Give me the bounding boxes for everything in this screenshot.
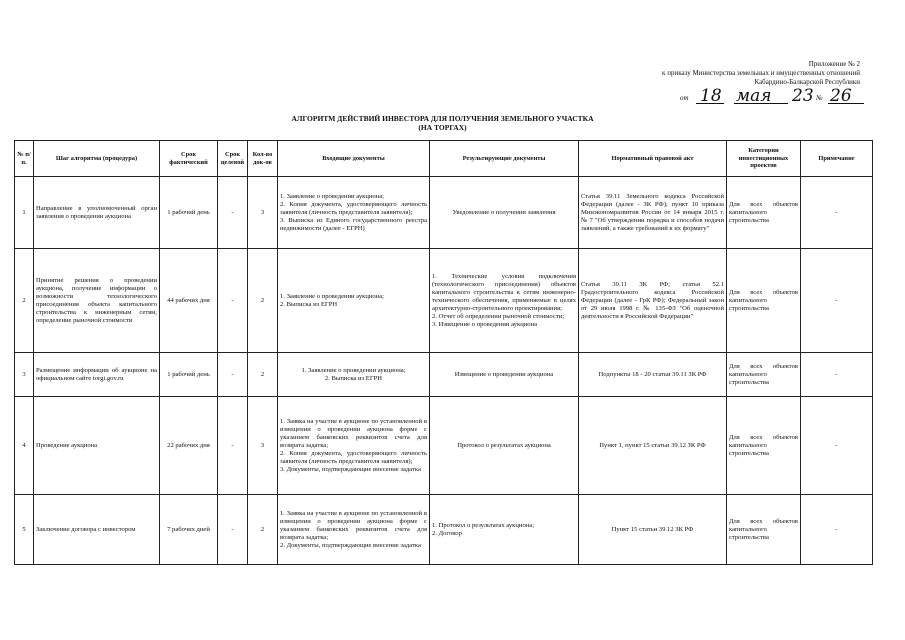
col-header-legal-act: Нормативный правовой акт bbox=[579, 141, 727, 177]
col-header-num: № п/п. bbox=[15, 141, 34, 177]
col-header-input-docs: Входящие документы bbox=[278, 141, 430, 177]
cell-legal-act: Пункт 1, пункт 15 статьи 39.12 ЗК РФ bbox=[579, 397, 727, 495]
input-doc-item: 3. Документы, подтверждающие внесение задатка bbox=[280, 465, 421, 473]
cell-term-target: - bbox=[218, 249, 248, 353]
input-doc-item: 1. Заявление о проведении аукциона; bbox=[280, 192, 384, 200]
input-doc-item: 2. Копия документа, удостоверяющего личность заявителя (личность представителя заявителя); bbox=[280, 449, 427, 465]
cell-doc-count: 2 bbox=[248, 249, 278, 353]
col-header-doc-count: Кол-во док-ов bbox=[248, 141, 278, 177]
underline bbox=[828, 103, 864, 104]
cell-legal-act: Подпункты 18 - 20 статьи 39.11 ЗК РФ bbox=[579, 353, 727, 397]
title-line-1: АЛГОРИТМ ДЕЙСТВИЙ ИНВЕСТОРА ДЛЯ ПОЛУЧЕНИЯ ЗЕМЕЛЬНОГО УЧАСТКА bbox=[291, 114, 594, 123]
cell-category: Для всех объектов капитального строительства bbox=[727, 397, 801, 495]
cell-result-docs bbox=[430, 495, 579, 565]
cell-step: Размещение информации об аукционе на официальном сайте torgi.gov.ru bbox=[34, 353, 160, 397]
cell-num: 3 bbox=[15, 353, 34, 397]
cell-input-docs bbox=[278, 353, 430, 397]
result-doc-item: Протокол о результатах аукциона bbox=[457, 441, 551, 449]
document-title bbox=[0, 114, 905, 132]
algorithm-table bbox=[14, 140, 873, 565]
cell-doc-count: 3 bbox=[248, 397, 278, 495]
cell-note: - bbox=[801, 177, 873, 249]
table-row bbox=[15, 397, 873, 495]
cell-result-docs bbox=[430, 177, 579, 249]
cell-term-fact: 1 рабочий день bbox=[160, 353, 218, 397]
cell-term-target: - bbox=[218, 495, 248, 565]
cell-category: Для всех объектов капитального строительства bbox=[727, 249, 801, 353]
cell-result-docs bbox=[430, 249, 579, 353]
input-doc-item: 1. Заявка на участие в аукционе по установленной в извещении о проведении аукциона форме с указанием банковских реквизитов счета для возврата задатка; bbox=[280, 509, 427, 541]
cell-note: - bbox=[801, 495, 873, 565]
col-header-category: Категории инвестиционных проектов bbox=[727, 141, 801, 177]
table-row bbox=[15, 495, 873, 565]
result-doc-item: Извещение о проведении аукциона bbox=[454, 370, 554, 378]
underline bbox=[696, 103, 724, 104]
cell-result-docs bbox=[430, 353, 579, 397]
cell-doc-count: 2 bbox=[248, 495, 278, 565]
cell-input-docs bbox=[278, 495, 430, 565]
cell-legal-act: Статья 39.11 ЗК РФ; статья 52.1 Градостроительного кодекса Российской Федерации (далее - ГрК РФ); Федеральный закон от 29 июля 1998 г. № 135-ФЗ "Об оценочной деятельности в Российской Федерации" bbox=[579, 249, 727, 353]
result-doc-item: 2. Отчет об определении рыночной стоимости; bbox=[432, 312, 565, 320]
appendix-line: к приказу Министерства земельных и имущественных отношений bbox=[662, 69, 860, 77]
number-sign: № bbox=[816, 94, 823, 102]
cell-step: Направление в уполномоченный орган заявления о проведении аукциона bbox=[34, 177, 160, 249]
cell-note: - bbox=[801, 249, 873, 353]
col-header-step: Шаг алгоритма (процедура) bbox=[34, 141, 160, 177]
cell-note: - bbox=[801, 353, 873, 397]
result-doc-item: 1. Технические условия подключения (технологического присоединения) объектов капитального строительства к сетям инженерно-технического обеспечения, применяемые в целях архитектурно-строительного проектирования; bbox=[432, 272, 576, 312]
cell-step: Принятие решения о проведении аукциона, получение информации о возможности технологического присоединения объекта капитального строительства к инженерным сетям, определение рыночной стоимости bbox=[34, 249, 160, 353]
cell-term-fact: 22 рабочих дня bbox=[160, 397, 218, 495]
input-doc-item: 2. Копия документа, удостоверяющего личность заявителя (личность представителя заявителя); bbox=[280, 200, 427, 216]
cell-legal-act: Пункт 15 статьи 39.12 ЗК РФ bbox=[579, 495, 727, 565]
underline bbox=[734, 103, 788, 104]
appendix-header bbox=[600, 60, 860, 87]
result-doc-item: Уведомление о получении заявления bbox=[452, 208, 556, 216]
table-header-row bbox=[15, 141, 873, 177]
cell-num: 1 bbox=[15, 177, 34, 249]
col-header-note: Примечание bbox=[801, 141, 873, 177]
cell-step: Заключение договора с инвестором bbox=[34, 495, 160, 565]
cell-term-fact: 44 рабочих дня bbox=[160, 249, 218, 353]
appendix-line: Приложение № 2 bbox=[808, 60, 860, 68]
input-doc-item: 2. Документы, подтверждающие внесение задатка bbox=[280, 541, 421, 549]
order-number: 26 bbox=[830, 86, 852, 106]
cell-num: 4 bbox=[15, 397, 34, 495]
input-doc-item: 2. Выписка из ЕГРН bbox=[280, 300, 338, 308]
cell-input-docs bbox=[278, 249, 430, 353]
cell-doc-count: 3 bbox=[248, 177, 278, 249]
cell-input-docs bbox=[278, 177, 430, 249]
date-year: 23 bbox=[792, 86, 814, 106]
cell-step: Проведение аукциона bbox=[34, 397, 160, 495]
cell-category: Для всех объектов капитального строительства bbox=[727, 177, 801, 249]
cell-legal-act: Статья 39.11 Земельного кодекса Российской Федерации (далее - ЗК РФ); пункт 10 приказа Минэкономразвития России от 14 января 2015 г. № 7 "Об утверждении порядка и способов подачи заявлений, а также требований к их формату" bbox=[579, 177, 727, 249]
input-doc-item: 2. Выписка из ЕГРН bbox=[324, 374, 383, 382]
cell-category: Для всех объектов капитального строительства bbox=[727, 353, 801, 397]
input-doc-item: 1. Заявление о проведении аукциона; bbox=[301, 366, 406, 374]
result-doc-item: 1. Протокол о результатах аукциона; bbox=[432, 521, 535, 529]
appendix-line: Кабардино-Балкарской Республики bbox=[754, 78, 860, 86]
input-doc-item: 1. Заявление о проведении аукциона; bbox=[280, 292, 384, 300]
cell-term-fact: 1 рабочий день bbox=[160, 177, 218, 249]
cell-note: - bbox=[801, 397, 873, 495]
date-prefix: от bbox=[680, 94, 689, 102]
cell-doc-count: 2 bbox=[248, 353, 278, 397]
order-date-line bbox=[680, 86, 866, 106]
cell-result-docs bbox=[430, 397, 579, 495]
col-header-term-target: Срок целевой bbox=[218, 141, 248, 177]
cell-num: 2 bbox=[15, 249, 34, 353]
table-row bbox=[15, 177, 873, 249]
table-row bbox=[15, 249, 873, 353]
col-header-result-docs: Результирующие документы bbox=[430, 141, 579, 177]
cell-term-target: - bbox=[218, 353, 248, 397]
input-doc-item: 3. Выписка из Единого государственного реестра недвижимости (далее - ЕГРН) bbox=[280, 216, 427, 232]
result-doc-item: 2. Договор bbox=[432, 529, 462, 537]
date-day: 18 bbox=[700, 86, 722, 106]
cell-num: 5 bbox=[15, 495, 34, 565]
cell-term-target: - bbox=[218, 177, 248, 249]
table-row bbox=[15, 353, 873, 397]
result-doc-item: 3. Извещение о проведении аукциона bbox=[432, 320, 537, 328]
col-header-term-fact: Срок фактический bbox=[160, 141, 218, 177]
date-month: мая bbox=[736, 86, 772, 106]
cell-term-fact: 7 рабочих дней bbox=[160, 495, 218, 565]
cell-category: Для всех объектов капитального строительства bbox=[727, 495, 801, 565]
cell-term-target: - bbox=[218, 397, 248, 495]
input-doc-item: 1. Заявка на участие в аукционе по установленной в извещении о проведении аукциона форме с указанием банковских реквизитов счета для возврата задатка; bbox=[280, 417, 427, 449]
title-line-2: (НА ТОРГАХ) bbox=[418, 123, 467, 132]
cell-input-docs bbox=[278, 397, 430, 495]
